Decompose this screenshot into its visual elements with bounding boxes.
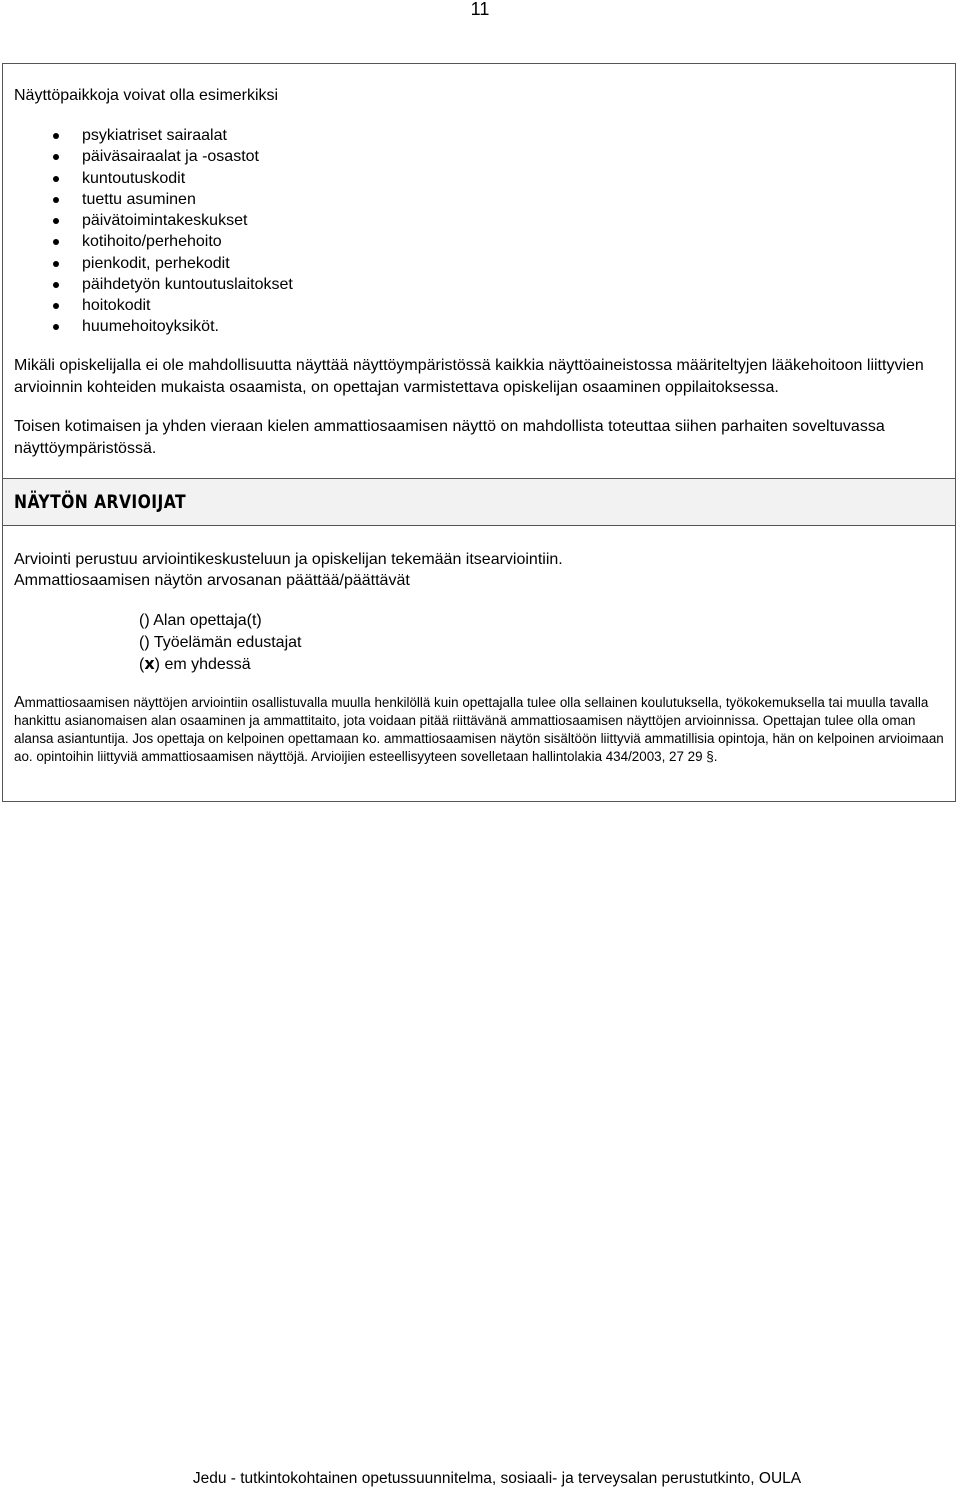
list-item: kuntoutuskodit [3,168,293,189]
placement-list [3,125,293,338]
section-heading: NÄYTÖN ARVIOIJAT [14,491,187,513]
placements-box [2,63,956,486]
list-item: hoitokodit [3,295,293,316]
page-footer: Jedu - tutkintokohtainen opetussuunnitelma, sosiaali- ja terveysalan perustutkinto, OULA [192,1470,802,1487]
list-item: pienkodit, perhekodit [3,253,293,274]
assessors-box [2,525,956,802]
option-work-life: () Työelämän edustajat [139,634,302,651]
list-item: tuettu asuminen [3,189,293,210]
grade-decider-text: Ammattiosaamisen näytön arvosanan päättää/päättävät [14,572,410,589]
option-teacher: () Alan opettaja(t) [139,612,262,629]
list-item: päiväsairaalat ja -osastot [3,146,293,167]
section-heading-band [2,478,956,526]
intro-text: Näyttöpaikkoja voivat olla esimerkiksi [14,87,279,104]
page-number: 11 [470,0,490,19]
language-paragraph: Toisen kotimaisen ja yhden vieraan kielen ammattiosaamisen näyttö on mahdollista toteuttaa siihen parhaiten soveltuvassa näyttöympäristössä. [14,418,885,457]
assessment-basis-text: Arviointi perustuu arviointikeskusteluun ja opiskelijan tekemään itsearviointiin. [14,551,563,568]
list-item: päivätoimintakeskukset [3,210,293,231]
medication-paragraph: Mikäli opiskelijalla ei ole mahdollisuutta näyttää näyttöympäristössä kaikkia näyttöaineistossa määriteltyjen lääkehoitoon liittyvien arvioinnin kohteiden mukaista osaamista, on opettajan varmistettava opiskelijan osaaminen oppilaitoksessa. [14,357,924,396]
list-item: kotihoito/perhehoito [3,231,293,252]
assessor-requirements-text: Ammattiosaamisen näyttöjen arviointiin osallistuvalla muulla henkilöllä kuin opettajalla tulee olla sellainen koulutuksella, työkokemuksella tai muulla tavalla hankittu asianomaisen alan osaaminen ja ammattitaito, jota voidaan pitää riittävänä ammattiosaamisen näyttöjen arvioinnissa. Opettajan tulee olla oman alansa asiantuntija. Jos opettaja on kelpoinen opettamaan ko. ammattiosaamisen näytön sisältöön liittyviä ammatillisia opintoja, hän on kelpoinen arvioimaan ao. opintoihin liittyviä ammattiosaamisen näyttöjä. Arvioijien esteellisyyteen sovelletaan hallintolakia 434/2003, 27 29 §. [14,694,944,764]
list-item: psykiatriset sairaalat [3,125,293,146]
list-item: päihdetyön kuntoutuslaitokset [3,274,293,295]
list-item: huumehoitoyksiköt. [3,316,293,337]
checkbox-mark: x [144,654,155,673]
option-together: (x) em yhdessä [139,654,251,673]
assessor-options [139,609,301,675]
